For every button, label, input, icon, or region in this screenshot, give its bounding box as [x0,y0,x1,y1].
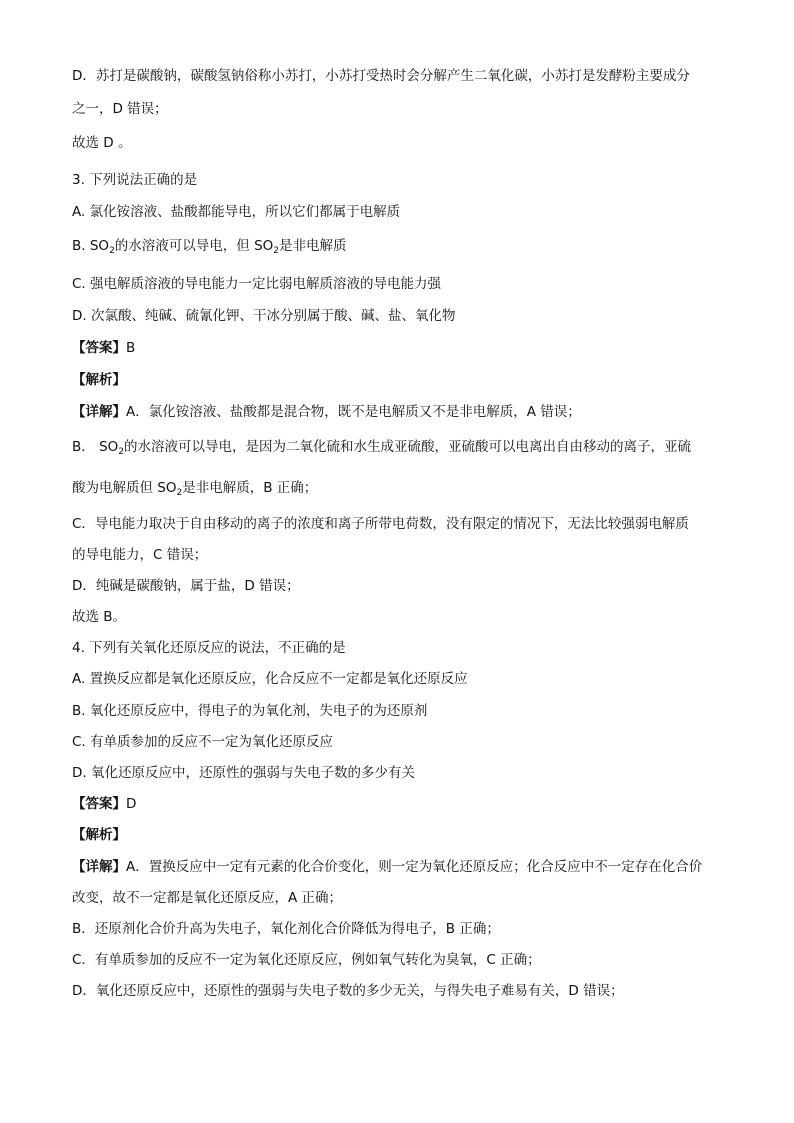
q3-option-b [72,237,347,255]
q3-stem: 3. 下列说法正确的是 [72,172,198,188]
q3-detail-a-text: A．氯化铵溶液、盐酸都是混合物，既不是电解质又不是非电解质，A 错误； [126,404,581,420]
q3-option-b-prefix: B. [72,238,90,254]
prev-option-d-explanation-line1: D．苏打是碳酸钠，碳酸氢钠俗称小苏打，小苏打受热时会分解产生二氧化碳，小苏打是发酵粉主要成分 [72,68,690,84]
answer-value: B [126,340,136,356]
formula-subscript: 2 [273,246,280,256]
q4-detail-a-line2: 改变，故不一定都是氧化还原反应，A 正确； [72,890,343,906]
q4-detail-c: C．有单质参加的反应不一定为氧化还原反应，例如氧气转化为臭氧，C 正确； [72,952,541,968]
formula-so2: SO [254,238,274,254]
q3-option-c: C. 强电解质溶液的导电能力一定比弱电解质溶液的导电能力强 [72,276,442,292]
formula-so2: SO [99,439,119,455]
q4-detail-a-line1 [72,858,702,876]
q3-option-a: A. 氯化铵溶液、盐酸都能导电，所以它们都属于电解质 [72,204,401,220]
formula-subscript: 2 [109,246,115,256]
analysis-label: 【解析】 [72,827,126,843]
q3-detail-b-prefix: B． [72,439,100,455]
q3-detail-c-line2: 的导电能力，C 错误； [72,547,208,563]
answer-label: 【答案】 [72,340,126,356]
q3-detail-b2-suffix: 是非电解质，B 正确； [182,480,318,496]
detail-label: 【详解】 [72,859,126,875]
q3-conclusion: 故选 B。 [72,609,127,625]
q4-option-a: A. 置换反应都是氧化还原反应，化合反应不一定都是氧化还原反应 [72,671,468,687]
q3-option-d: D. 次氯酸、纯碱、硫氰化钾、干冰分别属于酸、碱、盐、氧化物 [72,308,456,324]
q4-detail-b: B．还原剂化合价升高为失电子，氧化剂化合价降低为得电子，B 正确； [72,921,500,937]
formula-so2: SO [157,480,177,496]
answer-label: 【答案】 [72,796,126,812]
q3-detail-c-line1: C．导电能力取决于自由移动的离子的浓度和离子所带电荷数，没有限定的情况下，无法比较强弱电解质 [72,516,689,532]
answer-value: D [126,796,137,812]
q4-analysis-label [72,826,126,844]
analysis-label: 【解析】 [72,372,126,388]
q3-option-b-suffix: 是非电解质 [279,238,347,254]
formula-so2: SO [89,238,110,254]
q4-detail-d: D．氧化还原反应中，还原性的强弱与失电子数的多少无关，与得失电子难易有关，D 错误； [72,983,624,999]
q3-detail-d: D．纯碱是碳酸钠，属于盐，D 错误； [72,578,300,594]
q3-detail-b-line2 [72,479,317,497]
q3-option-b-middle: 的水溶液可以导电，但 [114,238,255,254]
q3-detail-b-text: 的水溶液可以导电，是因为二氧化硫和水生成亚硫酸，亚硫酸可以电离出自由移动的离子，亚硫 [124,439,691,455]
q4-option-b: B. 氧化还原反应中，得电子的为氧化剂，失电子的为还原剂 [72,703,428,719]
formula-subscript: 2 [176,488,183,498]
detail-label: 【详解】 [72,404,126,420]
q3-detail-b2-prefix: 酸为电解质但 [72,480,158,496]
q4-detail-a-text: A．置换反应中一定有元素的化合价变化，则一定为氧化还原反应；化合反应中不一定存在化合价 [126,859,703,875]
prev-conclusion: 故选 D 。 [72,135,132,151]
q4-option-d: D. 氧化还原反应中，还原性的强弱与失电子数的多少有关 [72,765,415,781]
formula-subscript: 2 [118,447,124,457]
q3-detail-a [72,403,581,421]
q4-answer [72,795,136,813]
prev-option-d-explanation-line2: 之一，D 错误； [72,101,168,117]
q3-detail-b-line1 [72,438,691,456]
q3-analysis-label [72,371,126,389]
q4-option-c: C. 有单质参加的反应不一定为氧化还原反应 [72,734,334,750]
q3-answer [72,339,135,357]
q4-stem: 4. 下列有关氧化还原反应的说法，不正确的是 [72,640,346,656]
